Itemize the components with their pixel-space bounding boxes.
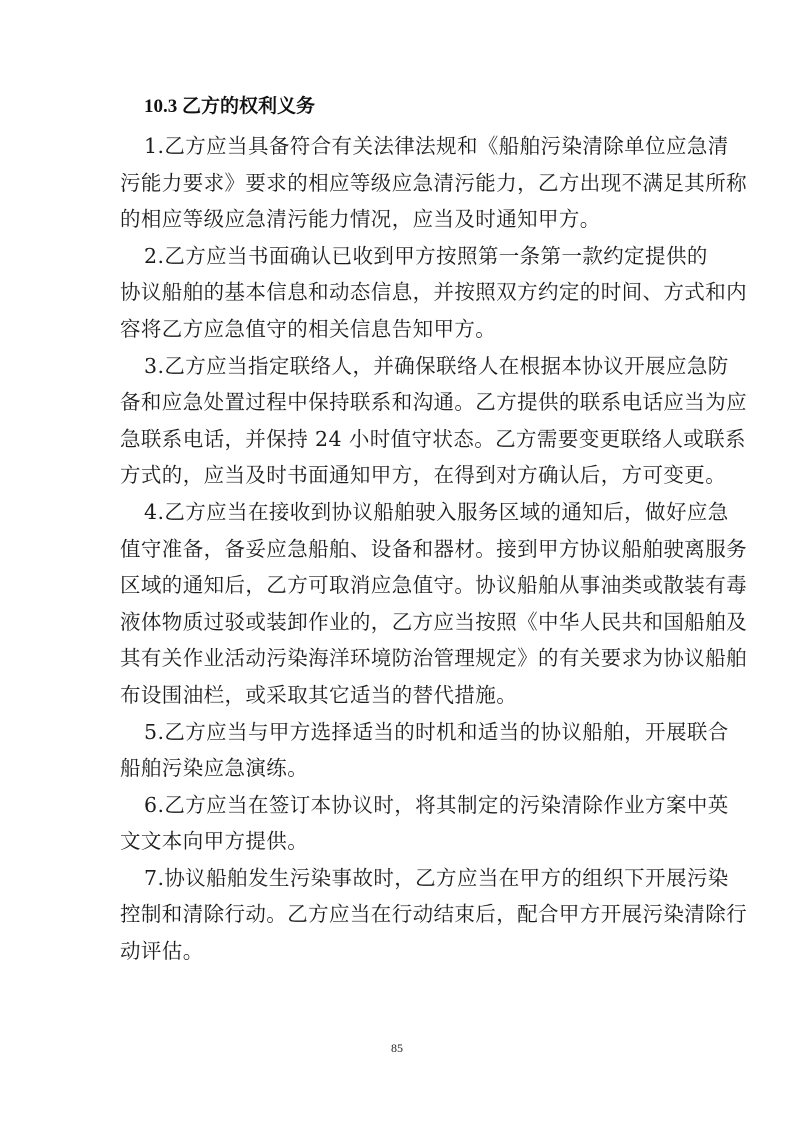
paragraph-line: 其有关作业活动污染海洋环境防治管理规定》的有关要求为协议船舶 — [120, 646, 747, 671]
paragraph-line: 4.乙方应当在接收到协议船舶驶入服务区域的通知后，做好应急 — [144, 499, 729, 524]
paragraph-line: 的相应等级应急清污能力情况，应当及时通知甲方。 — [120, 207, 601, 232]
paragraph-line: 5.乙方应当与甲方选择适当的时机和适当的协议船舶，开展联合 — [144, 719, 729, 744]
paragraph-line: 控制和清除行动。乙方应当在行动结束后，配合甲方开展污染清除行 — [120, 902, 747, 927]
paragraph-line: 船舶污染应急演练。 — [120, 756, 309, 781]
section-heading: 10.3 乙方的权利义务 — [144, 96, 316, 117]
paragraph-line: 文文本向甲方提供。 — [120, 829, 309, 854]
paragraph-4 — [120, 494, 747, 714]
paragraph-6 — [120, 787, 729, 860]
paragraph-line: 6.乙方应当在签订本协议时，将其制定的污染清除作业方案中英 — [144, 792, 729, 817]
paragraph-line: 备和应急处置过程中保持联系和沟通。乙方提供的联系电话应当为应 — [120, 390, 747, 415]
paragraph-line: 急联系电话，并保持 24 小时值守状态。乙方需要变更联络人或联系 — [120, 426, 746, 451]
paragraph-line: 污能力要求》要求的相应等级应急清污能力，乙方出现不满足其所称 — [120, 170, 747, 195]
paragraph-line: 方式的，应当及时书面通知甲方，在得到对方确认后，方可变更。 — [120, 463, 727, 488]
paragraph-line: 值守准备，备妥应急船舶、设备和器材。接到甲方协议船舶驶离服务 — [120, 536, 747, 561]
paragraph-2 — [120, 238, 747, 348]
paragraph-5 — [120, 714, 729, 787]
page-number: 85 — [391, 1041, 403, 1055]
paragraph-line: 协议船舶的基本信息和动态信息，并按照双方约定的时间、方式和内 — [120, 280, 747, 305]
paragraph-line: 1.乙方应当具备符合有关法律法规和《船舶污染清除单位应急清 — [144, 134, 729, 158]
paragraph-7 — [120, 860, 747, 970]
paragraph-line: 区域的通知后，乙方可取消应急值守。协议船舶从事油类或散装有毒 — [120, 573, 747, 598]
page-content — [120, 92, 747, 970]
paragraph-line: 2.乙方应当书面确认已收到甲方按照第一条第一款约定提供的 — [144, 243, 708, 268]
paragraph-3 — [120, 348, 747, 494]
paragraph-line: 7.协议船舶发生污染事故时，乙方应当在甲方的组织下开展污染 — [144, 865, 729, 890]
paragraph-1 — [120, 128, 747, 238]
paragraph-line: 动评估。 — [120, 939, 204, 964]
paragraph-line: 3.乙方应当指定联络人，并确保联络人在根据本协议开展应急防 — [144, 353, 729, 378]
paragraph-line: 布设围油栏，或采取其它适当的替代措施。 — [120, 682, 518, 707]
paragraph-line: 容将乙方应急值守的相关信息告知甲方。 — [120, 316, 497, 341]
paragraph-line: 液体物质过驳或装卸作业的，乙方应当按照《中华人民共和国船舶及 — [120, 609, 747, 634]
